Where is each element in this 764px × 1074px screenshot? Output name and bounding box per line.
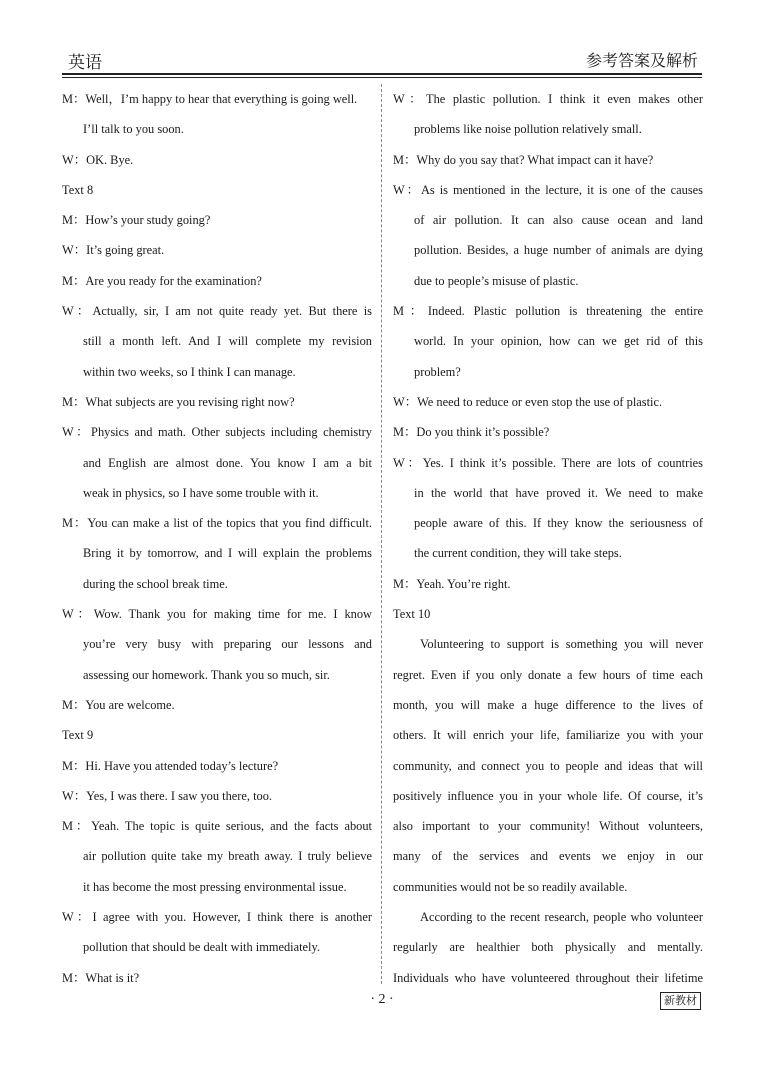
dialogue-line: W：Physics and math. Other subjects including chemistry [62, 425, 372, 440]
text-line: I’ll talk to you soon. [83, 122, 184, 137]
text-line: within two weeks, so I think I can manage. [83, 364, 296, 379]
dialogue-line: M：How’s your study going? [62, 213, 211, 228]
text-line: regret. Even if you only donate a few hours of time each [393, 667, 703, 682]
text-line: problem? [414, 364, 461, 379]
text-line: also important to your community! Without volunteers, [393, 819, 703, 834]
dialogue-line: W：Actually, sir, I am not quite ready yet. But there is [62, 304, 372, 319]
text-line: people aware of this. If they know the seriousness of [414, 516, 703, 531]
text-line: of air pollution. It can also cause ocean and land [414, 213, 703, 228]
dialogue-line: M：You can make a list of the topics that you find difficult. [62, 516, 372, 531]
text-line: positively influence you in your whole life. Of course, it’s [393, 788, 703, 803]
text-line: month, you will make a huge difference to the lives of [393, 697, 703, 712]
dialogue-line: W：Wow. Thank you for making time for me. I know [62, 607, 372, 622]
text-label: Text 10 [393, 607, 431, 622]
page-header [62, 44, 702, 72]
text-line: Bring it by tomorrow, and I will explain the problems [83, 546, 372, 561]
header-rule-thick [62, 73, 702, 75]
dialogue-line: M：What subjects are you revising right now? [62, 394, 295, 409]
right-column [393, 84, 703, 993]
dialogue-line: W：Yes. I think it’s possible. There are lots of countries [393, 455, 703, 470]
edition-badge: 新教材 [660, 992, 701, 1010]
text-line: and English are almost done. You know I am a bit [83, 455, 372, 470]
text-line: air pollution quite take my breath away. I truly believe [83, 849, 372, 864]
text-line: regularly are healthier both physically and mentally. [393, 940, 703, 955]
text-line: world. In your opinion, how can we get rid of this [414, 334, 703, 349]
dialogue-line: M：Hi. Have you attended today’s lecture? [62, 758, 279, 773]
dialogue-line: M：Well，I’m happy to hear that everything is going well. [62, 92, 358, 106]
text-line: many of the services and events we enjoy in our [393, 849, 703, 864]
column-divider [381, 84, 382, 984]
text-line: pollution. Besides, a huge number of animals are dying [414, 243, 703, 258]
dialogue-line: M：Why do you say that? What impact can it have? [393, 152, 654, 167]
dialogue-line: W：The plastic pollution. I think it even makes other [393, 92, 703, 106]
header-rule-thin [62, 77, 702, 78]
text-line: the current condition, they will take steps. [414, 546, 622, 561]
dialogue-line: W：Yes, I was there. I saw you there, too. [62, 788, 273, 803]
text-line: problems like noise pollution relatively small. [414, 122, 642, 137]
dialogue-line: M：You are welcome. [62, 697, 175, 712]
left-column [62, 84, 372, 993]
text-line: communities would not be so readily available. [393, 879, 628, 894]
dialogue-line: W：OK. Bye. [62, 152, 134, 167]
dialogue-line: W：As is mentioned in the lecture, it is one of the causes [393, 182, 703, 197]
text-line: community, and connect you to people and ideas that will [393, 758, 703, 773]
dialogue-line: W：It’s going great. [62, 243, 165, 258]
page-number: · 2 · [370, 992, 394, 1007]
text-line: Individuals who have volunteered throughout their lifetime [393, 970, 703, 985]
text-line: weak in physics, so I have some trouble with it. [83, 485, 319, 500]
text-line: due to people’s misuse of plastic. [414, 273, 579, 288]
dialogue-line: M：Yeah. The topic is quite serious, and the facts about [62, 819, 372, 834]
text-line: others. It will enrich your life, familiarize you with your [393, 728, 703, 743]
dialogue-line: M：Do you think it’s possible? [393, 425, 550, 440]
dialogue-line: M：Are you ready for the examination? [62, 273, 262, 288]
text-line: in the world that have proved it. We need to make [414, 485, 703, 500]
subject-title: 英语 [68, 53, 102, 73]
dialogue-line: M：Yeah. You’re right. [393, 576, 511, 591]
dialogue-line: W：We need to reduce or even stop the use of plastic. [393, 394, 663, 409]
text-line: pollution that should be dealt with immediately. [83, 940, 320, 955]
dialogue-line: M：Indeed. Plastic pollution is threatening the entire [393, 304, 703, 319]
text-label: Text 8 [62, 182, 94, 197]
text-line: Volunteering to support is something you will never [420, 637, 703, 652]
text-line: still a month left. And I will complete my revision [83, 334, 372, 349]
text-line: According to the recent research, people who volunteer [420, 910, 703, 925]
text-label: Text 9 [62, 728, 94, 743]
text-line: it has become the most pressing environmental issue. [83, 879, 347, 894]
text-line: assessing our homework. Thank you so much, sir. [83, 667, 330, 682]
dialogue-line: W：I agree with you. However, I think there is another [62, 910, 372, 925]
text-line: during the school break time. [83, 576, 228, 591]
dialogue-line: M：What is it? [62, 970, 140, 985]
text-line: you’re very busy with preparing our lessons and [83, 637, 372, 652]
section-title: 参考答案及解析 [585, 51, 698, 70]
